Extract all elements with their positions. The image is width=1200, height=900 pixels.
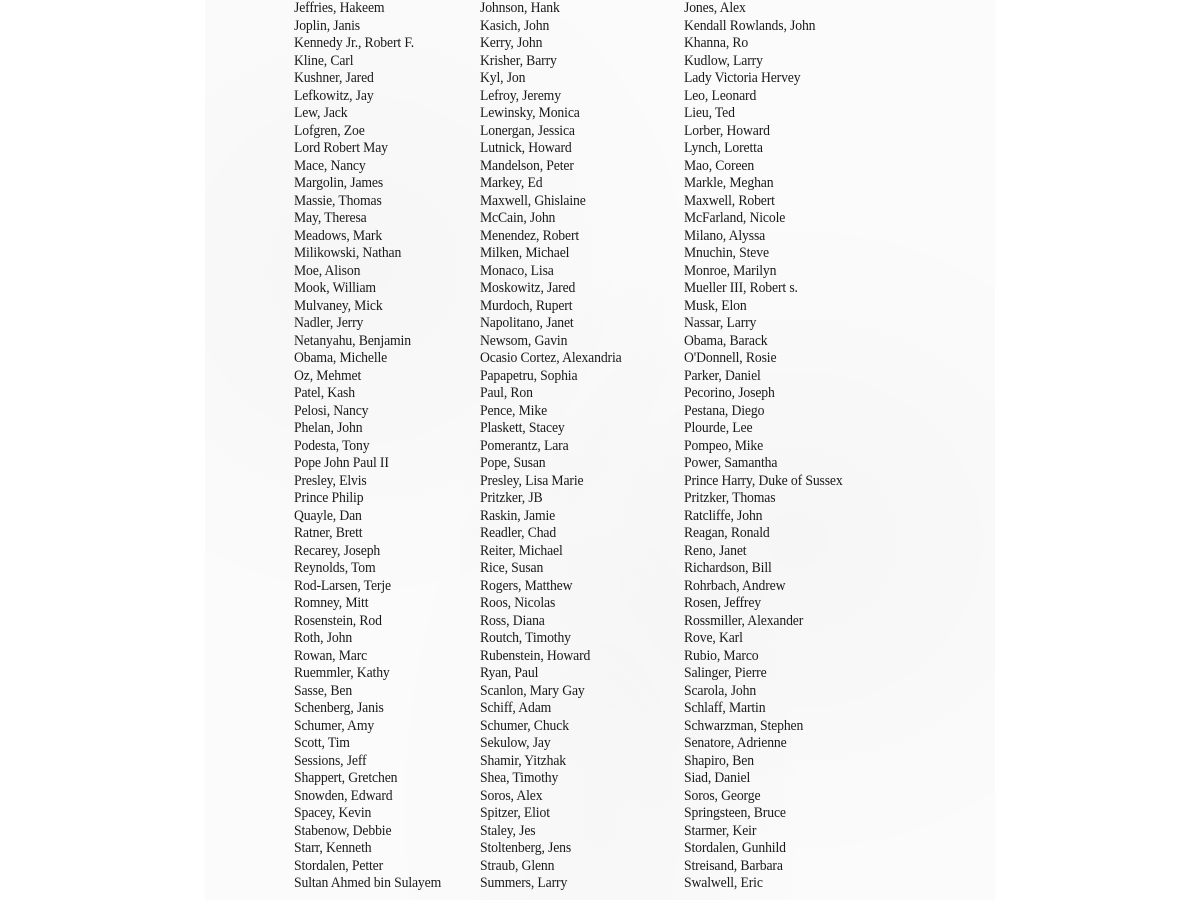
name-entry: Lofgren, Zoe [294,122,365,139]
name-entry: Schwarzman, Stephen [684,717,804,734]
name-entry: Nassar, Larry [684,315,757,331]
name-entry: Kyl, Jon [480,70,526,86]
name-entry: Siad, Daniel [684,770,751,786]
name-entry: Rohrbach, Andrew [684,577,786,594]
name-entry: Swalwell, Eric [684,875,763,891]
name-entry: Rowan, Marc [294,647,368,664]
name-entry: Menendez, Robert [480,227,580,244]
name-entry: Milano, Alyssa [684,227,766,244]
name-entry: Moskowitz, Jared [480,280,576,296]
name-entry: Papapetru, Sophia [480,367,578,384]
name-column-2 [480,0,622,893]
name-entry: Rossmiller, Alexander [684,612,804,629]
name-entry: Streisand, Barbara [684,857,783,874]
name-entry: Shapiro, Ben [684,752,754,769]
name-entry: Milken, Michael [480,245,570,261]
name-entry: Snowden, Edward [294,787,393,804]
name-entry: Straub, Glenn [480,857,555,874]
name-entry: Sasse, Ben [294,682,353,699]
name-entry: Rubenstein, Howard [480,647,591,664]
name-entry: Pritzker, JB [480,490,543,506]
name-entry: Pritzker, Thomas [684,490,776,506]
name-entry: Rubio, Marco [684,647,759,664]
name-entry: McCain, John [480,210,556,226]
name-entry: Lonergan, Jessica [480,122,575,139]
name-entry: Salinger, Pierre [684,665,767,681]
name-entry: Plourde, Lee [684,420,753,436]
name-entry: Monaco, Lisa [480,262,554,279]
name-entry: Starmer, Keir [684,822,757,839]
name-entry: Raskin, Jamie [480,507,556,524]
name-entry: Oz, Mehmet [294,367,362,384]
name-entry: Netanyahu, Benjamin [294,332,411,349]
name-entry: Rod-Larsen, Terje [294,577,391,594]
name-entry: Lewinsky, Monica [480,105,580,121]
name-entry: Power, Samantha [684,455,778,471]
name-entry: Spacey, Kevin [294,805,372,821]
name-entry: O'Donnell, Rosie [684,350,777,366]
name-entry: Shea, Timothy [480,770,559,786]
name-entry: Obama, Michelle [294,350,388,366]
name-entry: Routch, Timothy [480,630,571,646]
name-entry: Kushner, Jared [294,70,374,86]
name-entry: Prince Harry, Duke of Sussex [684,472,843,489]
name-entry: Murdoch, Rupert [480,297,573,314]
name-entry: Reagan, Ronald [684,525,770,541]
name-entry: Soros, Alex [480,787,543,804]
name-entry: Senatore, Adrienne [684,735,787,751]
name-entry: Kasich, John [480,17,550,34]
name-entry: Parker, Daniel [684,367,761,384]
name-entry: Kudlow, Larry [684,52,763,69]
name-entry: Romney, Mitt [294,595,369,611]
name-entry: Rice, Susan [480,560,544,576]
name-entry: Soros, George [684,787,761,804]
name-entry: Staley, Jes [480,822,536,839]
name-entry: Massie, Thomas [294,192,382,209]
name-entry: Patel, Kash [294,385,355,401]
name-entry: Lutnick, Howard [480,140,572,156]
name-entry: Lorber, Howard [684,122,770,139]
name-entry: Rosenstein, Rod [294,612,382,629]
name-entry: Obama, Barack [684,332,768,349]
name-entry: Mnuchin, Steve [684,245,769,261]
name-entry: Stabenow, Debbie [294,822,392,839]
name-entry: Mandelson, Peter [480,157,574,174]
name-entry: Roth, John [294,630,353,646]
name-entry: Scanlon, Mary Gay [480,682,585,699]
name-entry: May, Theresa [294,210,367,226]
name-entry: Rosen, Jeffrey [684,595,762,611]
name-entry: Pecorino, Joseph [684,385,775,401]
name-entry: Ruemmler, Kathy [294,665,390,681]
name-entry: Starr, Kenneth [294,840,372,856]
name-entry: Joplin, Janis [294,17,361,34]
name-entry: Pope John Paul II [294,455,389,471]
name-entry: Scarola, John [684,682,757,699]
name-entry: Stordalen, Petter [294,857,384,874]
name-entry: Maxwell, Robert [684,192,775,209]
name-entry: Lady Victoria Hervey [684,70,801,86]
name-entry: Jeffries, Hakeem [294,0,385,16]
name-entry: Summers, Larry [480,875,568,891]
name-entry: Schenberg, Janis [294,700,384,716]
name-entry: Spitzer, Eliot [480,805,550,821]
name-entry: Pence, Mike [480,402,548,419]
name-entry: Quayle, Dan [294,507,362,524]
name-entry: Lieu, Ted [684,105,735,121]
name-entry: Podesta, Tony [294,437,370,454]
name-entry: Schlaff, Martin [684,700,766,716]
name-entry: Pestana, Diego [684,402,765,419]
name-entry: Reno, Janet [684,542,747,559]
name-entry: Ratcliffe, John [684,507,763,524]
name-entry: Presley, Elvis [294,472,367,489]
name-entry: Kennedy Jr., Robert F. [294,35,415,51]
name-entry: Nadler, Jerry [294,315,364,331]
name-entry: Khanna, Ro [684,35,749,51]
name-entry: McFarland, Nicole [684,210,786,226]
name-entry: Lew, Jack [294,105,348,121]
name-entry: Schumer, Chuck [480,717,569,734]
name-entry: Markle, Meghan [684,175,774,191]
name-entry: Meadows, Mark [294,227,383,244]
name-entry: Lefroy, Jeremy [480,87,561,104]
name-entry: Recarey, Joseph [294,542,381,559]
name-entry: Margolin, James [294,175,384,191]
name-entry: Pompeo, Mike [684,437,764,454]
name-entry: Pope, Susan [480,455,546,471]
name-entry: Lynch, Loretta [684,140,763,156]
name-entry: Ratner, Brett [294,525,363,541]
name-entry: Mao, Coreen [684,157,755,174]
name-entry: Sekulow, Jay [480,735,551,751]
name-column-1 [294,0,441,893]
name-entry: Johnson, Hank [480,0,560,16]
name-entry: Mulvaney, Mick [294,297,383,314]
name-entry: Shamir, Yitzhak [480,752,566,769]
name-entry: Lord Robert May [294,140,388,156]
name-entry: Markey, Ed [480,175,543,191]
name-entry: Reynolds, Tom [294,560,376,576]
name-entry: Mook, William [294,280,376,296]
name-entry: Milikowski, Nathan [294,245,402,261]
name-entry: Lefkowitz, Jay [294,87,374,104]
name-entry: Prince Philip [294,490,364,506]
name-entry: Pomerantz, Lara [480,437,569,454]
name-entry: Ryan, Paul [480,665,539,681]
name-entry: Shappert, Gretchen [294,770,398,786]
name-entry: Stordalen, Gunhild [684,840,786,856]
name-entry: Maxwell, Ghislaine [480,192,586,209]
name-entry: Phelan, John [294,420,363,436]
name-entry: Leo, Leonard [684,87,757,104]
name-entry: Newsom, Gavin [480,332,568,349]
name-entry: Monroe, Marilyn [684,262,777,279]
name-entry: Rove, Karl [684,630,743,646]
name-entry: Mueller III, Robert s. [684,280,798,296]
name-entry: Ocasio Cortez, Alexandria [480,350,622,366]
name-entry: Kline, Carl [294,52,354,69]
name-entry: Sessions, Jeff [294,752,367,769]
name-entry: Schumer, Amy [294,717,375,734]
name-entry: Pelosi, Nancy [294,402,369,419]
name-entry: Jones, Alex [684,0,746,16]
name-entry: Readler, Chad [480,525,557,541]
name-entry: Mace, Nancy [294,157,366,174]
name-entry: Reiter, Michael [480,542,563,559]
name-entry: Schiff, Adam [480,700,552,716]
name-entry: Paul, Ron [480,385,533,401]
name-entry: Kerry, John [480,35,543,51]
name-entry: Presley, Lisa Marie [480,472,584,489]
name-entry: Napolitano, Janet [480,315,574,331]
name-entry: Kendall Rowlands, John [684,17,816,34]
name-entry: Plaskett, Stacey [480,420,565,436]
name-column-3 [684,0,843,893]
name-entry: Richardson, Bill [684,560,772,576]
name-entry: Sultan Ahmed bin Sulayem [294,875,442,891]
name-entry: Rogers, Matthew [480,577,573,594]
name-entry: Moe, Alison [294,262,361,279]
name-entry: Ross, Diana [480,612,545,629]
name-entry: Stoltenberg, Jens [480,840,572,856]
name-entry: Roos, Nicolas [480,595,556,611]
name-entry: Springsteen, Bruce [684,805,786,821]
name-entry: Musk, Elon [684,297,747,314]
name-entry: Krisher, Barry [480,52,557,69]
name-entry: Scott, Tim [294,735,350,751]
